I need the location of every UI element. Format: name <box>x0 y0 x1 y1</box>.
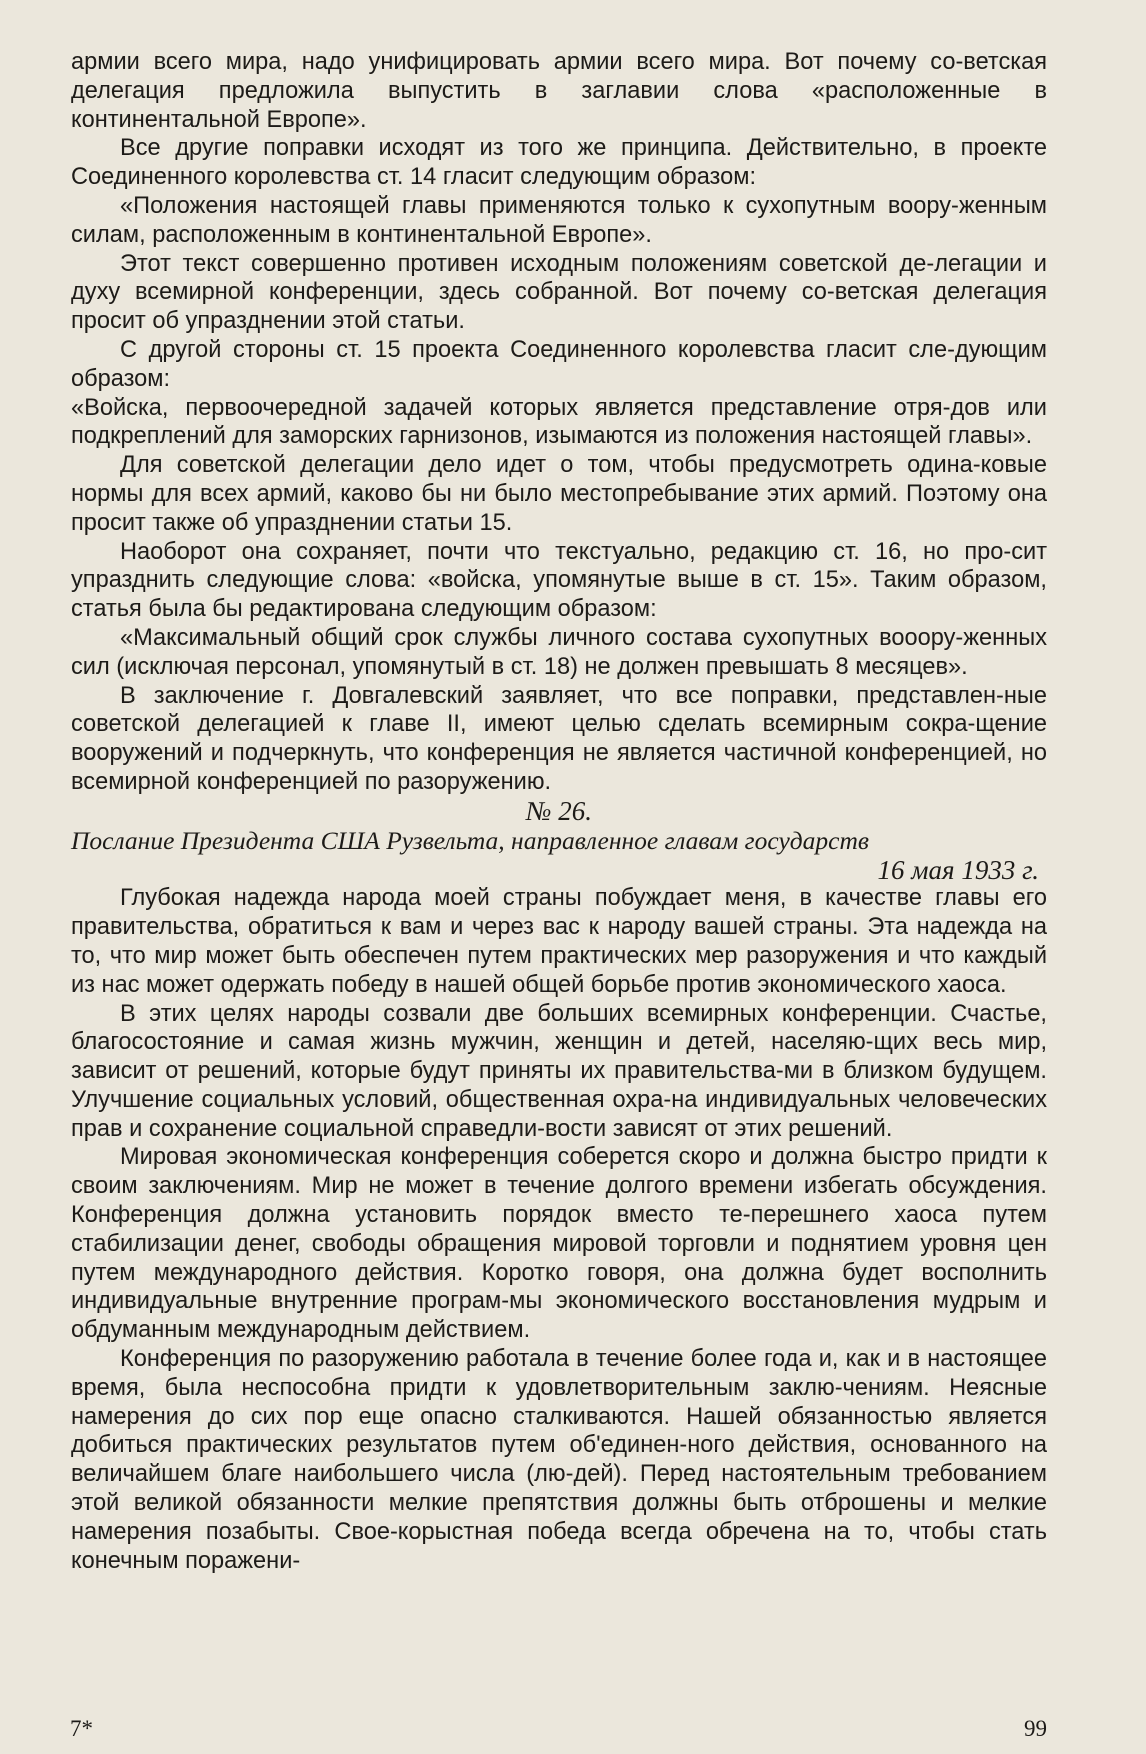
paragraph: Все другие поправки исходят из того же принципа. Действительно, в проекте Соединенного королевства ст. 14 гласит следующим образом: <box>71 135 1047 191</box>
paragraph: Этот текст совершенно противен исходным положениям советской де-легации и духу всемирной конференции, здесь собранной. Вот почему со-ветская делегация просит об упразднении этой статьи. <box>71 250 1047 335</box>
paragraph: Для советской делегации дело идет о том, чтобы предусмотреть одина-ковые нормы для всех армий, каково бы ни было местопребывание этих армий. Поэтому она просит также об упразднении статьи 15. <box>71 452 1047 536</box>
document-date: 16 мая 1933 г. <box>877 854 1039 885</box>
paragraph: Глубокая надежда народа моей страны побуждает меня, в качестве главы его правительства, обратиться к вам и через вас к народу вашей страны. Эта надежда на то, что мир может быть обеспечен путем практических мер разоружения и что каждый из нас может одержать победу в нашей общей борьбе против экономического хаоса. <box>71 885 1047 998</box>
quote-paragraph: «Максимальный общий срок службы личного состава сухопутных вооору-женных сил (исключая персонал, упомянутый в ст. 18) не должен превышать 8 месяцев». <box>71 624 1047 680</box>
paragraph-continuation: армии всего мира, надо унифицировать армии всего мира. Вот почему со-ветская делегация предложила выпустить в заглавии слова «расположенные в континентальной Европе». <box>71 49 1047 133</box>
paragraph: В этих целях народы созвали две больших всемирных конференции. Счастье, благосостояние и самая жизнь мужчин, женщин и детей, населяю-щих весь мир, зависит от решений, которые будут приняты их правительства-ми в близком будущем. Улучшение социальных условий, общественная охра-на индивидуальных человеческих прав и сохранение социальной справедли-вости зависят от этих решений. <box>71 1000 1047 1142</box>
paragraph: С другой стороны ст. 15 проекта Соединенного королевства гласит сле-дующим образом: <box>71 336 1047 392</box>
paragraph: Конференция по разоружению работала в течение более года и, как и в настоящее время, была неспособна придти к удовлетворительным заклю-чениям. Неясные намерения до сих пор еще опасно сталкиваются. Нашей обязанностью является добиться практических результатов путем об'единен-ного действия, основанного на величайшем благе наибольшего числа (лю-дей). Перед настоятельным требованием этой великой обязанности мелкие препятствия должны быть отброшены и мелкие намерения позабыты. Свое-корыстная победа всегда обречена на то, чтобы стать конечным поражени- <box>71 1346 1047 1574</box>
quote-paragraph: «Войска, первоочередной задачей которых является представление отря-дов или подкреплений для заморских гарнизонов, изымаются из положения настоящей главы». <box>71 394 1047 450</box>
paragraph: Мировая экономическая конференция соберется скоро и должна быстро придти к своим заключениям. Мир не может в течение долгого времени избегать обсуждения. Конференция должна установить порядок вместо те-перешнего хаоса путем стабилизации денег, свободы обращения мировой торговли и поднятием уровня цен путем международного действия. Коротко говоря, она должна будет восполнить индивидуальные внутренние програм-мы экономического восстановления мудрым и обдуманным международным действием. <box>71 1144 1047 1344</box>
page-number: 99 <box>1024 1716 1047 1741</box>
paragraph: В заключение г. Довгалевский заявляет, что все поправки, представлен-ные советской делегацией к главе II, имеют целью сделать всемирным сокра-щение вооружений и подчеркнуть, что конференция не является частичной конференцией, но всемирной конференцией по разоружению. <box>71 682 1047 795</box>
document-title: Послание Президента США Рузвельта, направленное главам государств <box>71 825 869 855</box>
body-text <box>71 48 1047 1575</box>
document-number: № 26. <box>526 795 592 826</box>
paragraph: Наоборот она сохраняет, почти что текстуально, редакцию ст. 16, но про-сит упразднить следующие слова: «войска, упомянутые выше в ст. 15». Таким образом, статья была бы редактирована следующим образом: <box>71 538 1047 623</box>
quote-paragraph: «Положения настоящей главы применяются только к сухопутным воору-женным силам, расположенным в континентальной Европе». <box>71 192 1047 248</box>
footer-signature-mark: 7* <box>70 1716 93 1741</box>
